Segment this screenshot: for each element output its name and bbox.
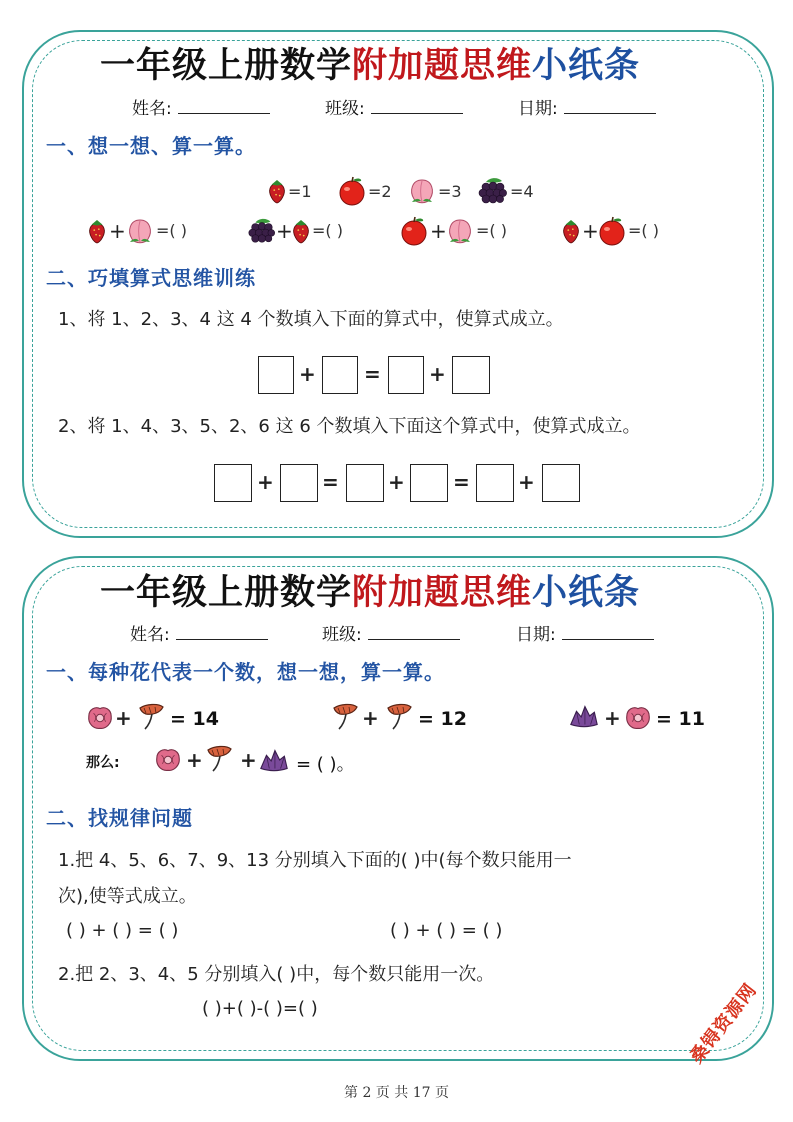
- apple-icon: [398, 216, 430, 246]
- card-2-date-field: [516, 620, 654, 645]
- name-blank-line[interactable]: [176, 625, 268, 640]
- plus-sign: +: [582, 219, 599, 243]
- name-label: 姓名:: [132, 99, 172, 119]
- title-part-blue: 小纸条: [532, 45, 641, 86]
- legend-grapes-value: =4: [510, 182, 534, 201]
- date-blank-line[interactable]: [562, 625, 654, 640]
- answer-box[interactable]: [346, 464, 384, 502]
- date-blank-line[interactable]: [564, 99, 656, 114]
- card-2-question-1-equation-b[interactable]: ( ) + ( ) = ( ): [390, 920, 503, 941]
- title-part-red: 附加题思维: [352, 45, 533, 86]
- orange-flower-icon: [136, 702, 166, 730]
- orange-flower-icon: [204, 744, 234, 772]
- card-1-title: [100, 38, 640, 88]
- plus-sign: +: [362, 706, 379, 730]
- watermark: 桑锝资源网: [686, 979, 762, 1068]
- class-blank-line[interactable]: [371, 99, 463, 114]
- card-2-name-field: [130, 620, 268, 645]
- apple-icon: [336, 176, 368, 206]
- purple-flower-icon: [568, 703, 600, 729]
- answer-blank[interactable]: =( ): [312, 221, 343, 240]
- pink-flower-icon: [154, 747, 182, 773]
- date-label: 日期:: [516, 625, 556, 645]
- title-part-black: 一年级上册数学: [100, 572, 353, 613]
- orange-flower-icon: [330, 702, 360, 730]
- card-2-question-2-equation[interactable]: ( )+( )-( )=( ): [202, 998, 318, 1019]
- name-label: 姓名:: [130, 625, 170, 645]
- peach-icon: [124, 216, 156, 246]
- equals-sign: =: [322, 470, 339, 494]
- plus-sign: +: [299, 362, 316, 386]
- answer-box[interactable]: [452, 356, 490, 394]
- plus-sign: +: [257, 470, 274, 494]
- equals-sign: =: [453, 470, 470, 494]
- answer-box[interactable]: [542, 464, 580, 502]
- fruit-equations: [86, 214, 726, 248]
- card-2-question-1-line-2: 次),使等式成立。: [58, 886, 197, 907]
- orange-flower-icon: [384, 702, 414, 730]
- card-1-question-1: 1、将 1、2、3、4 这 4 个数填入下面的算式中，使算式成立。: [58, 309, 564, 330]
- equals-sign: =: [364, 362, 381, 386]
- plus-sign: +: [388, 470, 405, 494]
- plus-sign: +: [109, 219, 126, 243]
- strawberry-icon: [560, 218, 582, 244]
- grapes-icon: [246, 216, 276, 246]
- card-1-name-field: [132, 94, 270, 119]
- card-2-question-1-line-1: 1.把 4、5、6、7、9、13 分别填入下面的( )中(每个数只能用一: [58, 850, 572, 871]
- card-2-class-field: [322, 620, 460, 645]
- answer-box[interactable]: [388, 356, 424, 394]
- apple-icon: [596, 216, 628, 246]
- card-1-class-field: [325, 94, 463, 119]
- answer-box[interactable]: [322, 356, 358, 394]
- card-1-question-2: 2、将 1、4、3、5、2、6 这 6 个数填入下面这个算式中，使算式成立。: [58, 416, 641, 437]
- answer-box[interactable]: [476, 464, 514, 502]
- legend-strawberry-value: =1: [288, 182, 312, 201]
- legend-apple-value: =2: [368, 182, 392, 201]
- name-blank-line[interactable]: [178, 99, 270, 114]
- plus-sign: +: [115, 706, 132, 730]
- class-label: 班级:: [325, 99, 365, 119]
- strawberry-icon: [266, 178, 288, 204]
- answer-blank[interactable]: =( ): [156, 221, 187, 240]
- class-blank-line[interactable]: [368, 625, 460, 640]
- plus-sign: +: [276, 219, 293, 243]
- card-2-title: [100, 565, 640, 615]
- answer-box[interactable]: [214, 464, 252, 502]
- pink-flower-icon: [86, 705, 114, 731]
- plus-sign: +: [186, 748, 203, 772]
- answer-box[interactable]: [410, 464, 448, 502]
- plus-sign: +: [518, 470, 535, 494]
- card-2-section-1-heading: 一、每种花代表一个数，想一想，算一算。: [46, 660, 445, 684]
- answer-blank[interactable]: =( ): [476, 221, 507, 240]
- page-footer: 第 2 页 共 17 页: [344, 1085, 449, 1101]
- strawberry-icon: [86, 218, 108, 244]
- then-label: 那么:: [86, 755, 120, 771]
- peach-icon: [406, 176, 438, 206]
- pink-flower-icon: [624, 705, 652, 731]
- equation-1-result: = 14: [170, 708, 219, 730]
- title-part-red: 附加题思维: [352, 572, 533, 613]
- peach-icon: [444, 216, 476, 246]
- card-1-section-1-heading: 一、想一想、算一算。: [46, 134, 256, 158]
- purple-flower-icon: [258, 747, 290, 773]
- title-part-black: 一年级上册数学: [100, 45, 353, 86]
- answer-blank[interactable]: =( ): [628, 221, 659, 240]
- card-1-date-field: [518, 94, 656, 119]
- card-2-section-2-heading: 二、找规律问题: [46, 806, 193, 830]
- equation-2-result: = 12: [418, 708, 467, 730]
- strawberry-icon: [290, 218, 312, 244]
- date-label: 日期:: [518, 99, 558, 119]
- card-1-section-2-heading: 二、巧填算式思维训练: [46, 266, 256, 290]
- class-label: 班级:: [322, 625, 362, 645]
- plus-sign: +: [429, 362, 446, 386]
- legend-peach-value: =3: [438, 182, 462, 201]
- card-2-question-2: 2.把 2、3、4、5 分别填入( )中，每个数只能用一次。: [58, 964, 495, 985]
- answer-box[interactable]: [258, 356, 294, 394]
- then-answer-blank[interactable]: = ( )。: [296, 754, 355, 775]
- title-part-blue: 小纸条: [532, 572, 641, 613]
- plus-sign: +: [240, 748, 257, 772]
- card-2-question-1-equation-a[interactable]: ( ) + ( ) = ( ): [66, 920, 179, 941]
- plus-sign: +: [430, 219, 447, 243]
- answer-box[interactable]: [280, 464, 318, 502]
- grapes-icon: [476, 176, 508, 206]
- equation-3-result: = 11: [656, 708, 705, 730]
- plus-sign: +: [604, 706, 621, 730]
